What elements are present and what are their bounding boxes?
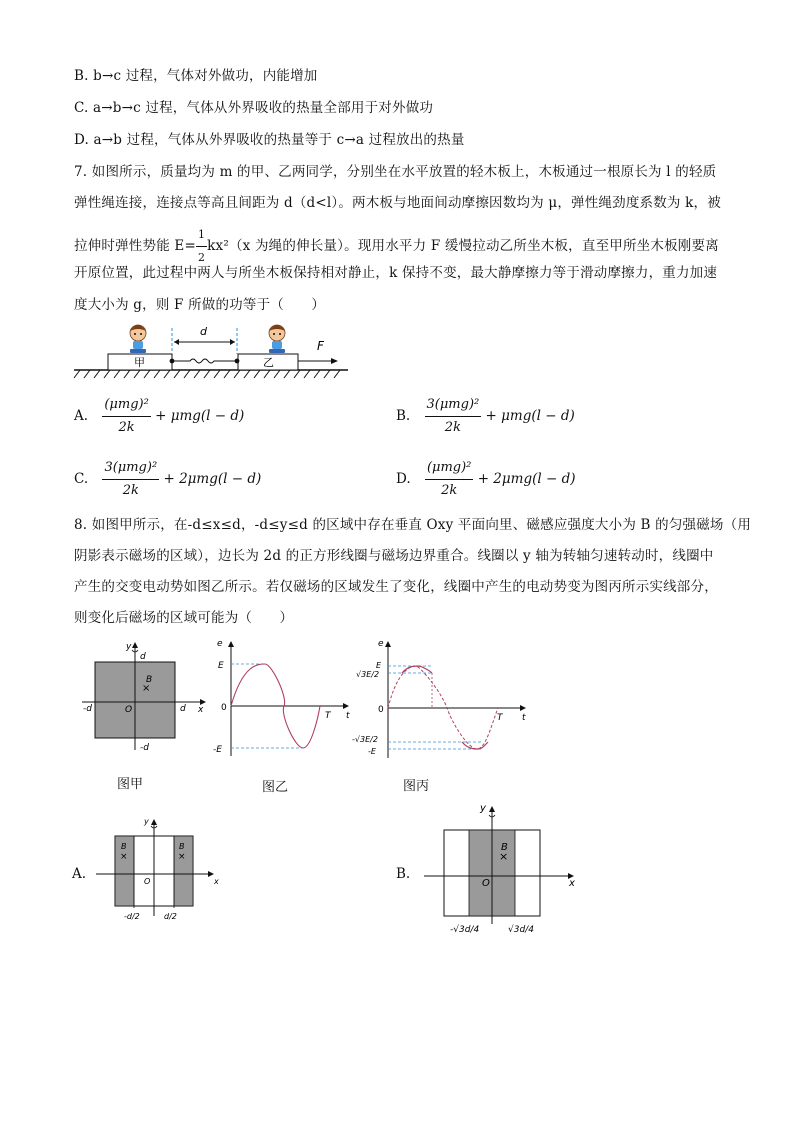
opt-a-origin: O [144, 877, 151, 886]
fig-bing-negE: -E [368, 747, 376, 756]
q6-option-b: B. b→c 过程，气体对外做功，内能增加 [74, 68, 318, 84]
q8-option-a-label: A. [72, 866, 87, 882]
option-a-tail: + μmg(l − d) [155, 408, 245, 424]
e-axis-arrow [228, 641, 234, 647]
d-arrow-head-left [174, 339, 179, 345]
option-c-num: 3(μmg)² [102, 459, 159, 480]
q7-energy-fraction [196, 226, 207, 267]
q8-option-a-figure [92, 816, 222, 928]
q7-energy-frac-num: 1 [196, 226, 207, 247]
q8-stem-line-4: 则变化后磁场的区域可能为（ ） [74, 610, 294, 626]
fig-bing-T: T [497, 713, 503, 723]
fig-jia-y-label: y [126, 642, 132, 652]
y-axis-arrow [151, 819, 157, 825]
q8-stem-line-3: 产生的交变电动势如图乙所示。若仅磁场的区域发生了变化，线圈中产生的电动势变为图丙所示实线部分， [74, 579, 718, 595]
q7-stem-line-3 [74, 226, 719, 267]
fig-jia-b-label: B [146, 675, 153, 685]
q7-option-c [74, 459, 261, 500]
q7-energy-suffix: kx²（x 为绳的伸长量）。现用水平力 F 缓慢拉动乙所坐木板，直至甲所坐木板刚要离 [207, 238, 719, 254]
fig-bing-caption: 图丙 [403, 779, 430, 794]
sine-solid-top [402, 666, 432, 673]
opt-a-x: x [214, 877, 219, 886]
fig-yi-zero: 0 [221, 703, 227, 713]
option-d-den: 2k [441, 483, 458, 498]
y-axis-arrow [132, 642, 138, 648]
opt-a-cross-right-icon: × [178, 852, 186, 862]
fig-jia-neg-d: -d [83, 704, 92, 714]
option-a-label: A. [74, 408, 89, 424]
opt-b-neg-tick: -√3d/4 [450, 925, 480, 935]
q7-stem-line-1: 7. 如图所示，质量均为 m 的甲、乙两同学，分别坐在水平放置的轻木板上，木板通过一根原长为 l 的轻质 [74, 164, 717, 180]
option-b-num: 3(μmg)² [425, 396, 482, 417]
opt-b-b-label: B [501, 842, 508, 853]
fig-yi-t: t [346, 711, 350, 721]
label-d: d [200, 325, 207, 338]
fig-jia-origin: O [125, 705, 133, 715]
opt-b-cross-icon: × [499, 850, 509, 863]
option-c-tail: + 2μmg(l − d) [163, 471, 262, 487]
t-axis-arrow [343, 703, 349, 709]
fig-yi-caption: 图乙 [262, 780, 289, 795]
fig-yi-T: T [325, 711, 331, 721]
fig-jia-d-top: d [140, 652, 146, 662]
q8-option-b-label: B. [396, 866, 411, 882]
opt-b-y: y [480, 803, 486, 814]
q8-fig-yi [213, 638, 353, 763]
opt-a-cross-left-icon: × [120, 852, 128, 862]
q7-option-a [74, 396, 244, 437]
option-a-fraction [102, 396, 150, 437]
elastic-rope [172, 359, 237, 363]
opt-a-b-right: B [179, 842, 185, 851]
q8-stem-line-1: 8. 如图甲所示，在-d≤x≤d，-d≤y≤d 的区域中存在垂直 Oxy 平面向里、磁感应强度大小为 B 的匀强磁场（用 [74, 517, 752, 533]
fig-bing-sqrt3E2: √3E/2 [356, 670, 380, 679]
fig-bing-E: E [376, 661, 382, 670]
q7-option-b [396, 396, 575, 437]
fig-yi-E-label: E [218, 661, 224, 671]
q6-option-d: D. a→b 过程，气体从外界吸收的热量等于 c→a 过程放出的热量 [74, 132, 465, 148]
fig-bing-neg-sqrt3E2: -√3E/2 [352, 735, 378, 744]
fig-jia-neg-d-bottom: -d [140, 743, 149, 753]
fig-jia-x-label: x [198, 705, 204, 715]
force-arrow-head [331, 358, 338, 364]
opt-a-y: y [144, 817, 149, 826]
q8-option-b-figure [418, 800, 583, 940]
fig-jia-d-right: d [180, 704, 186, 714]
fig-yi-negE: -E [213, 745, 222, 755]
option-c-fraction [102, 459, 159, 500]
q7-energy-frac-den: 2 [197, 251, 206, 264]
option-b-fraction [425, 396, 482, 437]
option-d-fraction [425, 459, 473, 500]
option-d-tail: + 2μmg(l − d) [477, 471, 576, 487]
opt-a-neg-half-d: -d/2 [124, 912, 140, 921]
fig-jia-cross-icon: × [142, 683, 151, 694]
option-c-den: 2k [122, 483, 139, 498]
q7-stem-line-5: 度大小为 g，则 F 所做的功等于（ ） [74, 297, 326, 313]
e-axis-arrow [385, 641, 391, 647]
d-arrow-head-right [230, 339, 235, 345]
q7-stem-line-4: 开原位置，此过程中两人与所坐木板保持相对静止，k 保持不变，最大静摩擦力等于滑动摩擦力，重力加速 [74, 265, 718, 281]
q7-stem-line-2: 弹性绳连接，连接点等高且间距为 d（d<l）。两木板与地面间动摩擦因数均为 μ，弹性绳劲度系数为 k，被 [74, 195, 721, 211]
q8-fig-jia [78, 640, 213, 760]
option-a-num: (μmg)² [102, 396, 150, 417]
option-b-den: 2k [444, 420, 461, 435]
opt-b-pos-tick: √3d/4 [508, 925, 534, 935]
option-d-num: (μmg)² [425, 459, 473, 480]
y-axis-arrow [489, 806, 495, 812]
label-yi: 乙 [263, 356, 274, 369]
label-jia: 甲 [134, 356, 145, 369]
person-yi-icon [269, 325, 285, 353]
fig-bing-zero: 0 [378, 705, 384, 715]
q8-stem-line-2: 阴影表示磁场的区域），边长为 2d 的正方形线圈与磁场边界重合。线圈以 y 轴为转轴匀速转动时，线圈中 [74, 548, 714, 564]
fig-bing-t: t [522, 713, 526, 723]
ground-hatching [74, 370, 340, 378]
opt-b-x: x [569, 878, 575, 889]
q6-option-c: C. a→b→c 过程，气体从外界吸收的热量全部用于对外做功 [74, 100, 434, 116]
sine-solid-bottom [462, 742, 488, 749]
opt-a-half-d: d/2 [164, 912, 177, 921]
q8-fig-bing [352, 638, 532, 763]
opt-b-origin: O [482, 878, 490, 889]
fig-yi-e-label: e [217, 639, 223, 649]
t-axis-arrow [520, 705, 526, 711]
opt-a-b-left: B [121, 842, 127, 851]
fig-jia-caption: 图甲 [117, 777, 144, 792]
option-c-label: C. [74, 471, 89, 487]
q7-energy-prefix: 拉伸时弹性势能 E= [74, 238, 196, 254]
person-jia-icon [130, 325, 146, 353]
fig-bing-e-label: e [378, 639, 384, 649]
label-f: F [317, 339, 324, 353]
q7-option-d [396, 459, 575, 500]
option-b-label: B. [396, 408, 411, 424]
option-d-label: D. [396, 471, 411, 487]
q7-board-figure [72, 320, 357, 382]
option-b-tail: + μmg(l − d) [485, 408, 575, 424]
option-a-den: 2k [118, 420, 135, 435]
